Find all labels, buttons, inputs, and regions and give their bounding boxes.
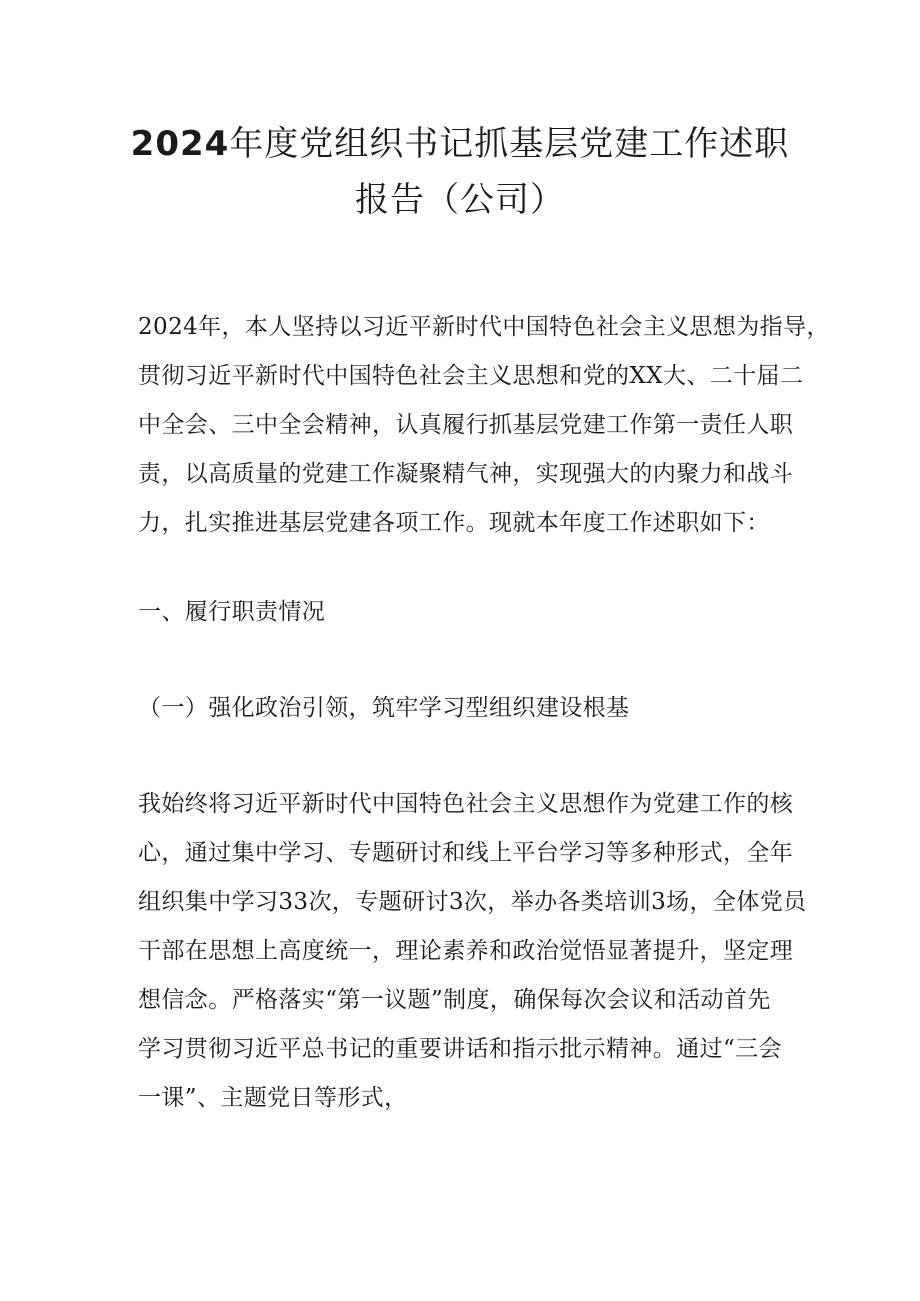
- intro-line: 2024年，本人坚持以习近平新时代中国特色社会主义思想为指导，: [138, 314, 830, 340]
- document-title-line-1: [0, 124, 920, 164]
- intro-line: 责，以高质量的党建工作凝聚精气神，实现强大的内聚力和战斗: [138, 461, 794, 487]
- document-title-line-2: 报告（公司）: [355, 180, 565, 220]
- title-year: 2024: [130, 124, 230, 164]
- intro-line: 中全会、三中全会精神，认真履行抓基层党建工作第一责任人职: [138, 412, 794, 438]
- subsection-heading: （一）强化政治引领，筑牢学习型组织建设根基: [138, 695, 630, 721]
- body-line: 组织集中学习33次，专题研讨3次，举办各类培训3场，全体党员: [138, 889, 807, 915]
- body-line: 一课”、主题党日等形式，: [138, 1085, 408, 1111]
- body-line: 想信念。严格落实“第一议题”制度，确保每次会议和活动首先: [138, 987, 771, 1013]
- intro-line: 力，扎实推进基层党建各项工作。现就本年度工作述职如下：: [138, 510, 770, 536]
- intro-line: 贯彻习近平新时代中国特色社会主义思想和党的XX大、二十届二: [138, 363, 804, 389]
- body-line: 学习贯彻习近平总书记的重要讲话和指示批示精神。通过“三会: [138, 1036, 782, 1062]
- body-line: 我始终将习近平新时代中国特色社会主义思想作为党建工作的核: [138, 791, 794, 817]
- body-line: 干部在思想上高度统一，理论素养和政治觉悟显著提升，坚定理: [138, 938, 794, 964]
- title-text: 年度党组织书记抓基层党建工作述职: [229, 124, 790, 164]
- section-heading: 一、履行职责情况: [138, 599, 326, 625]
- body-line: 心，通过集中学习、专题研讨和线上平台学习等多种形式，全年: [138, 840, 794, 866]
